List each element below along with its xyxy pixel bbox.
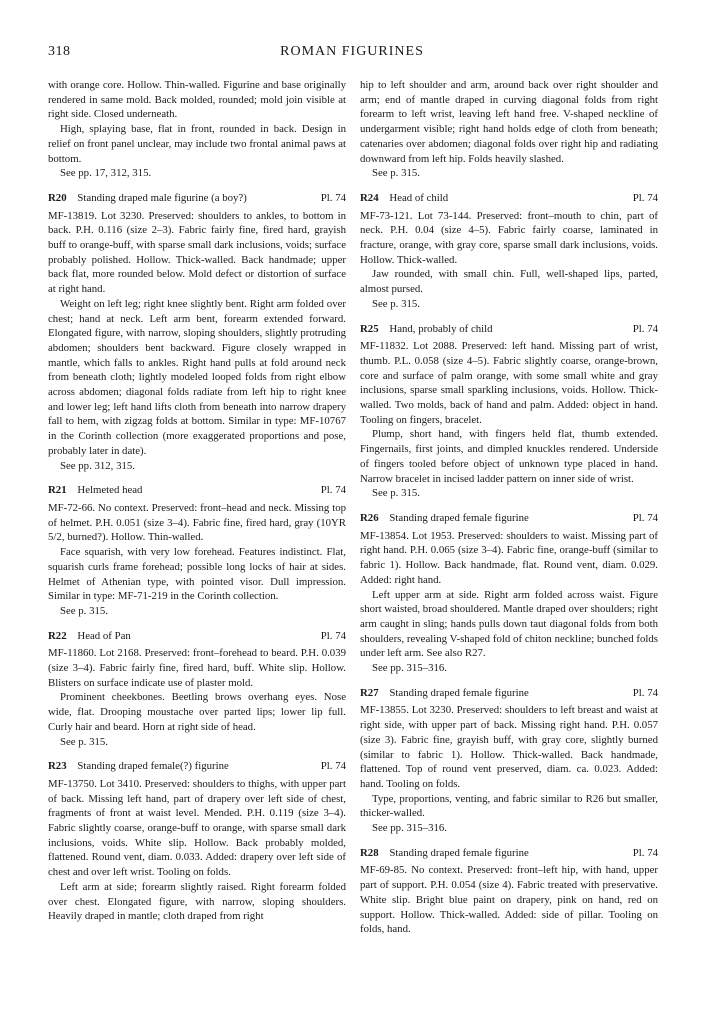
entry-title: Hand, probably of child: [389, 322, 493, 335]
plate-reference: Pl. 74: [320, 629, 346, 642]
entry-title-group: [48, 483, 321, 498]
entry-number: R27: [360, 686, 379, 699]
entry-title-group: [48, 629, 321, 644]
entry-title-group: [48, 191, 321, 206]
plate-reference: Pl. 74: [632, 191, 658, 204]
entry-paragraph: MF-69-85. No context. Preserved: front–left hip, with hand, upper part of support. P.H. 0.054 (size 4). Fabric treated with preservative. White slip. Bright blue paint on drapery, pink on hand, red on support. Hollow. Thick-walled. Added: side of pillar. Tooling on folds, hand.: [360, 864, 658, 936]
continuation-paragraph: hip to left shoulder and arm, around back over right shoulder and arm; end of mantle draped in curving diagonal folds from right forearm to left wrist, leaving left hand free. V-shaped neckline of undergarment visible; right hand holds edge of cloth from beneath; catenaries over abdomen; diagonal folds over right hip and radiating downward from left hip. Folds heavily slashed.: [360, 79, 658, 165]
entry-heading: [48, 483, 346, 498]
entry-title-group: [360, 191, 633, 206]
entry-title-group: [360, 322, 633, 337]
entry-title-group: [48, 759, 321, 774]
entry-paragraph: Left arm at side; forearm slightly raised. Right forearm folded over chest. Elongated figure, with narrow, sloping shoulders. Heavily draped in mantle; cloth draped from right: [48, 880, 346, 923]
entry-heading: [360, 846, 658, 861]
entry-number: R20: [48, 191, 67, 204]
entry-paragraph: Plump, short hand, with fingers held flat, thumb extended. Fingernails, first joints, and dimpled knuckles rendered. Underside of fingers tooled before object of unknown type placed in hand. Narrow bracelet in incised ladder pattern on inner side of wrist.: [360, 428, 658, 485]
entry-title: Standing draped female figurine: [389, 846, 529, 859]
entry-title-group: [360, 511, 633, 526]
left-column: [48, 78, 346, 924]
entry-title: Standing draped female(?) figurine: [77, 760, 229, 773]
see-reference: See pp. 312, 315.: [60, 459, 135, 472]
entry-number: R21: [48, 484, 67, 497]
entry-paragraph: MF-13819. Lot 3230. Preserved: shoulders to ankles, to bottom in back. P.H. 0.116 (size 2–3). Fabric fairly fine, fired hard, grayish buff to orange-buff, with sparse small dark inclusions, voids; surface probably polished. Hollow. Thick-walled. Back handmade; upper back flat, more rounded below. Mold defect or distortion of surface at right hand.: [48, 209, 346, 296]
catalog-entry: [360, 846, 658, 937]
entry-title: Standing draped female figurine: [389, 686, 529, 699]
entry-number: R28: [360, 846, 379, 859]
entry-paragraph: MF-11832. Lot 2088. Preserved: left hand. Missing part of wrist, thumb. P.L. 0.058 (size 4–5). Fabric slightly coarse, orange-brown, core and surface of palm orange, with some small white and gray inclusions, sparse small sparkling inclusions, voids. Hollow. Thick-walled. Two molds, back of hand and palm. Added: object in hand. Tooling on fingers, bracelet.: [360, 340, 658, 426]
entry-paragraph: MF-13855. Lot 3230. Preserved: shoulders to left breast and waist at right side, with upper part of back. Missing right hand. P.H. 0.057 (size 3). Fabric fine, grayish buff, with gray core, slightly burned (similar to fabric 1). Hollow. Thick-walled. Back handmade, flattened. Top of round vent preserved, diam. ca. 0.023. Added: hand. Tooling on folds.: [360, 704, 658, 790]
entry-heading: [48, 629, 346, 644]
see-reference: See p. 315.: [60, 604, 108, 617]
intro-paragraph: High, splaying base, flat in front, rounded in back. Design in relief on front panel unclear, may include two frontal animal paws at bottom.: [48, 123, 346, 165]
entry-number: R25: [360, 322, 379, 335]
catalog-entry: [360, 322, 658, 501]
catalog-entry: [48, 483, 346, 618]
see-reference: See p. 315.: [372, 487, 420, 500]
right-entries: [360, 191, 658, 937]
entry-number: R23: [48, 760, 67, 773]
entry-title-group: [360, 686, 633, 701]
see-reference: See p. 315.: [372, 297, 420, 310]
entry-heading: [360, 686, 658, 701]
entry-heading: [360, 322, 658, 337]
see-reference: See p. 315.: [372, 167, 420, 180]
plate-reference: Pl. 74: [320, 191, 346, 204]
entry-title: Standing draped male figurine (a boy?): [77, 191, 247, 204]
entry-paragraph: Left upper arm at side. Right arm folded across waist. Figure short waisted, broad shouldered. Mantle draped over shoulders; right arm caught in sling; hands pulls down taut diagonal folds from both shoulders, revealing V-shaped fold of chiton neckline; bunched folds under left arm. See also R27.: [360, 588, 658, 660]
plate-reference: Pl. 74: [632, 322, 658, 335]
running-head: ROMAN FIGURINES: [280, 44, 424, 59]
plate-reference: Pl. 74: [320, 484, 346, 497]
entry-title: Head of Pan: [77, 629, 131, 642]
page-header: [48, 44, 656, 64]
catalog-entry: [360, 191, 658, 312]
entry-paragraph: MF-13854. Lot 1953. Preserved: shoulders to waist. Missing part of right hand. P.H. 0.065 (size 3–4). Fabric fine, orange-buff (similar to fabric 1). Hollow. Back handmade, flat. Round vent, diam. 0.029. Added: right hand.: [360, 529, 658, 586]
entry-title: Head of child: [389, 191, 449, 204]
left-entries: [48, 191, 346, 924]
entry-number: R24: [360, 191, 379, 204]
entry-paragraph: MF-73-121. Lot 73-144. Preserved: front–mouth to chin, part of neck. P.H. 0.04 (size 4–5). Fabric fairly coarse, laminated in fracture, orange, with gray core, sparse small dark inclusions, voids. Hollow. Thick-walled.: [360, 209, 658, 266]
entry-paragraph: Face squarish, with very low forehead. Features indistinct. Flat, squarish curls frame forehead; possible long locks of hair at sides. Helmet of Athenian type, with pointed visor. Dull impression. Similar in type: MF-71-219 in the Corinth collection.: [48, 546, 346, 603]
entry-heading: [48, 759, 346, 774]
plate-reference: Pl. 74: [632, 846, 658, 859]
entry-paragraph: Weight on left leg; right knee slightly bent. Right arm folded over chest; hand at neck. Left arm bent, forearm extended forward. Elongated figure, with narrow, sloping shoulders, slightly protruding abdomen; shoulders bent backward. Figure closely wrapped in mantle, which falls to ankles. Right hand pulls at fold around neck from beneath cloth; lightly modeled looped folds from right elbow across abdomen; diagonal folds radiate from left hip to right knee and lower leg; left hand lifts cloth from beneath into narrow drapery fall to hem, with zigzag folds at bottom. Similar in type: MF-10767 in the Corinth collection (more exaggerated proportions and pose, probably later in date).: [48, 297, 346, 457]
catalog-entry: [360, 511, 658, 676]
entry-title-group: [360, 846, 633, 861]
see-reference: See pp. 315–316.: [372, 822, 447, 835]
entry-heading: [360, 511, 658, 526]
entry-paragraph: MF-11860. Lot 2168. Preserved: front–forehead to beard. P.H. 0.039 (size 3–4). Fabric fairly fine, fired hard, buff. White slip. Hollow. Blisters on surface indicate use of plaster mold.: [48, 647, 346, 689]
catalog-entry: [48, 759, 346, 924]
plate-reference: Pl. 74: [320, 760, 346, 773]
entry-heading: [360, 191, 658, 206]
entry-paragraph: Prominent cheekbones. Beetling brows overhang eyes. Nose wide, flat. Drooping moustache over parted lips; lower lip full. Curly hair and beard. Horn at right side of head.: [48, 691, 346, 733]
see-reference: See p. 315.: [60, 735, 108, 748]
entry-heading: [48, 191, 346, 206]
plate-reference: Pl. 74: [632, 511, 658, 524]
entry-number: R26: [360, 511, 379, 524]
entry-paragraph: Jaw rounded, with small chin. Full, well-shaped lips, parted, almost pursed.: [360, 268, 658, 296]
entry-number: R22: [48, 629, 67, 642]
catalog-entry: [48, 629, 346, 750]
plate-reference: Pl. 74: [632, 686, 658, 699]
catalog-entry: [360, 686, 658, 836]
page-number: 318: [48, 44, 71, 59]
catalog-entry: [48, 191, 346, 473]
right-column: [360, 78, 658, 937]
intro-paragraph: with orange core. Hollow. Thin-walled. Figurine and base originally rendered in same mold. Back molded, rounded; mold join visible at right side. Closed underneath.: [48, 79, 346, 121]
entry-paragraph: Type, proportions, venting, and fabric similar to R26 but smaller, thicker-walled.: [360, 792, 658, 820]
see-reference: See pp. 315–316.: [372, 662, 447, 675]
entry-paragraph: MF-72-66. No context. Preserved: front–head and neck. Missing top of helmet. P.H. 0.051 (size 3–4). Fabric fine, fired hard, gray (10YR 5/2, burned?). Hollow. Thin-walled.: [48, 501, 346, 544]
entry-title: Helmeted head: [77, 484, 143, 497]
entry-title: Standing draped female figurine: [389, 511, 529, 524]
see-reference: See pp. 17, 312, 315.: [60, 167, 152, 180]
entry-paragraph: MF-13750. Lot 3410. Preserved: shoulders to thighs, with upper part of back. Missing left hand, part of drapery over left side of chest, fragments of front at waist level. Mended. P.H. 0.119 (size 3–4). Fabric slightly coarse, orange-buff to orange, with sparse small dark inclusions, voids. White slip. Hollow. Back probably molded, flattened. Round vent, diam. 0.033. Added: drapery over left side of chest and over left wrist. Tooling on folds.: [48, 777, 346, 879]
